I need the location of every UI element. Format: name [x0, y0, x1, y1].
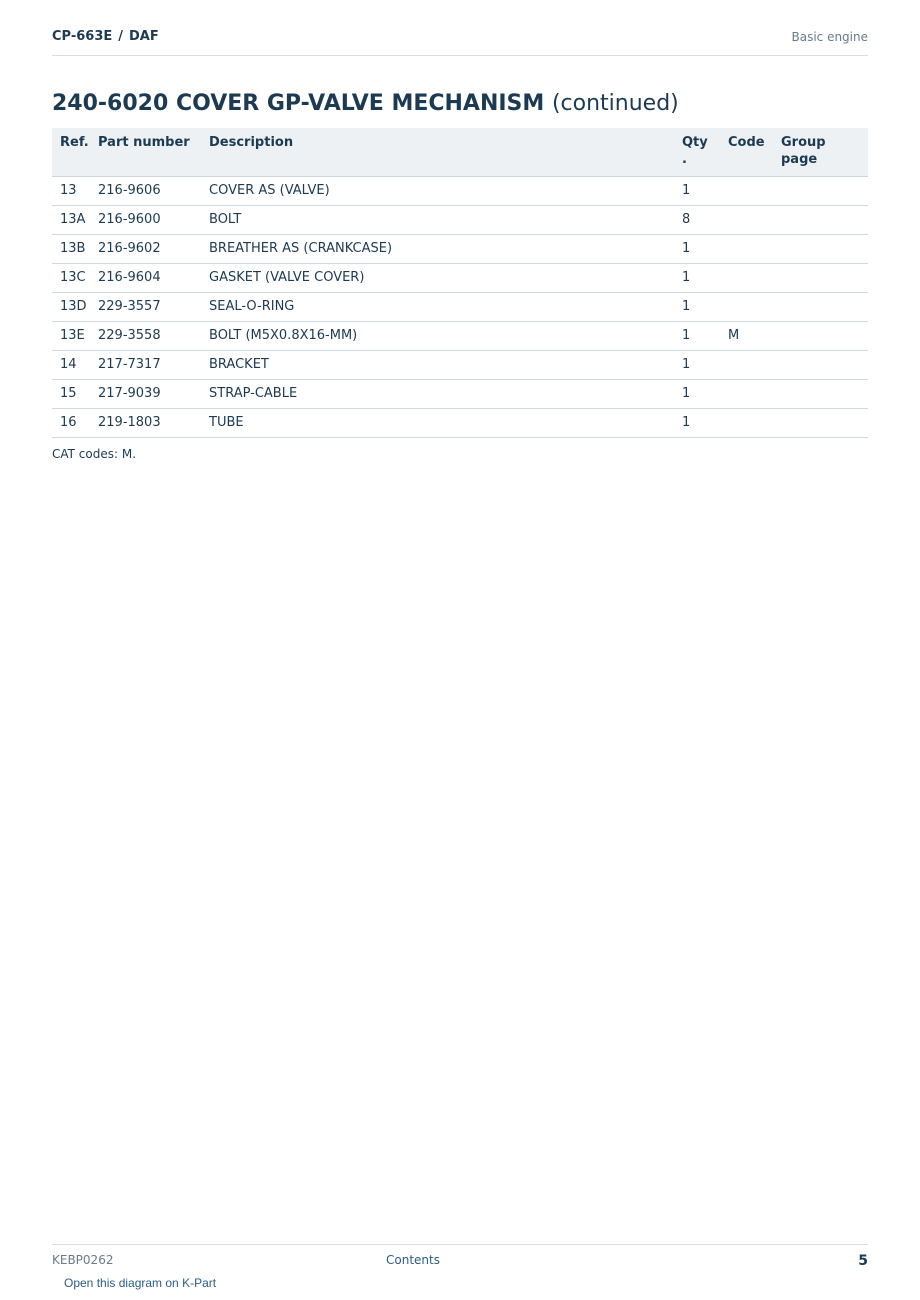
cell-code [728, 380, 781, 409]
cell-qty: 1 [682, 351, 728, 380]
cell-ref: 15 [52, 380, 98, 409]
cell-part-number: 219-1803 [98, 409, 209, 438]
cell-qty: 1 [682, 235, 728, 264]
page-title [52, 90, 868, 118]
col-header-group-page: Group page [781, 128, 868, 177]
cell-qty: 1 [682, 264, 728, 293]
table-row [52, 264, 868, 293]
cell-part-number: 216-9606 [98, 177, 209, 206]
cat-codes-note: CAT codes: M. [52, 447, 137, 461]
cell-part-number: 229-3557 [98, 293, 209, 322]
cell-description: BOLT [209, 206, 682, 235]
col-header-ref: Ref. [52, 128, 98, 177]
header-breadcrumb [52, 28, 159, 46]
page-footer [52, 1244, 868, 1274]
cell-description: BREATHER AS (CRANKCASE) [209, 235, 682, 264]
col-header-code: Code [728, 128, 781, 177]
header-engine: DAF [129, 29, 159, 44]
cell-group-page [781, 206, 868, 235]
parts-table-header [52, 128, 868, 177]
cell-group-page [781, 351, 868, 380]
header-row [52, 128, 868, 177]
cell-ref: 14 [52, 351, 98, 380]
cell-description: COVER AS (VALVE) [209, 177, 682, 206]
header-model: CP-663E [52, 29, 113, 44]
cell-description: STRAP-CABLE [209, 380, 682, 409]
cell-code [728, 206, 781, 235]
cell-code [728, 177, 781, 206]
parts-table-body [52, 177, 868, 438]
cell-part-number: 217-7317 [98, 351, 209, 380]
cell-part-number: 216-9604 [98, 264, 209, 293]
cell-description: BRACKET [209, 351, 682, 380]
cell-group-page [781, 322, 868, 351]
cell-code: M [728, 322, 781, 351]
cell-code [728, 409, 781, 438]
cell-description: BOLT (M5X0.8X16-MM) [209, 322, 682, 351]
cell-ref: 16 [52, 409, 98, 438]
cell-description: GASKET (VALVE COVER) [209, 264, 682, 293]
cell-part-number: 229-3558 [98, 322, 209, 351]
cell-description: SEAL-O-RING [209, 293, 682, 322]
cell-group-page [781, 409, 868, 438]
table-row [52, 177, 868, 206]
col-header-part-number: Part number [98, 128, 209, 177]
open-kpart-link[interactable]: Open this diagram on K-Part [64, 1276, 217, 1290]
cell-ref: 13C [52, 264, 98, 293]
cell-code [728, 293, 781, 322]
contents-link[interactable]: Contents [386, 1253, 440, 1267]
cell-ref: 13E [52, 322, 98, 351]
cell-code [728, 264, 781, 293]
cell-ref: 13 [52, 177, 98, 206]
cell-qty: 1 [682, 293, 728, 322]
cell-group-page [781, 380, 868, 409]
footer-doc-code: KEBP0262 [52, 1253, 114, 1267]
table-row [52, 380, 868, 409]
cell-qty: 1 [682, 409, 728, 438]
cell-qty: 1 [682, 322, 728, 351]
table-row [52, 322, 868, 351]
page-header [52, 28, 868, 56]
cell-qty: 1 [682, 177, 728, 206]
cell-group-page [781, 264, 868, 293]
page-number: 5 [858, 1253, 868, 1269]
page-title-suffix: (continued) [551, 91, 679, 116]
table-row [52, 235, 868, 264]
table-row [52, 293, 868, 322]
cell-qty: 8 [682, 206, 728, 235]
cell-part-number: 217-9039 [98, 380, 209, 409]
table-row [52, 206, 868, 235]
cell-qty: 1 [682, 380, 728, 409]
col-header-qty: Qty . [682, 128, 728, 177]
parts-table [52, 128, 868, 438]
header-section: Basic engine [791, 30, 868, 44]
cell-part-number: 216-9602 [98, 235, 209, 264]
cell-group-page [781, 293, 868, 322]
page-title-main: 240-6020 COVER GP-VALVE MECHANISM [52, 91, 545, 116]
cell-code [728, 351, 781, 380]
col-header-description: Description [209, 128, 682, 177]
cell-description: TUBE [209, 409, 682, 438]
cell-ref: 13B [52, 235, 98, 264]
table-row [52, 351, 868, 380]
cell-ref: 13D [52, 293, 98, 322]
cell-code [728, 235, 781, 264]
table-row [52, 409, 868, 438]
cell-group-page [781, 235, 868, 264]
cell-group-page [781, 177, 868, 206]
cell-part-number: 216-9600 [98, 206, 209, 235]
cell-ref: 13A [52, 206, 98, 235]
header-separator: / [118, 29, 124, 44]
